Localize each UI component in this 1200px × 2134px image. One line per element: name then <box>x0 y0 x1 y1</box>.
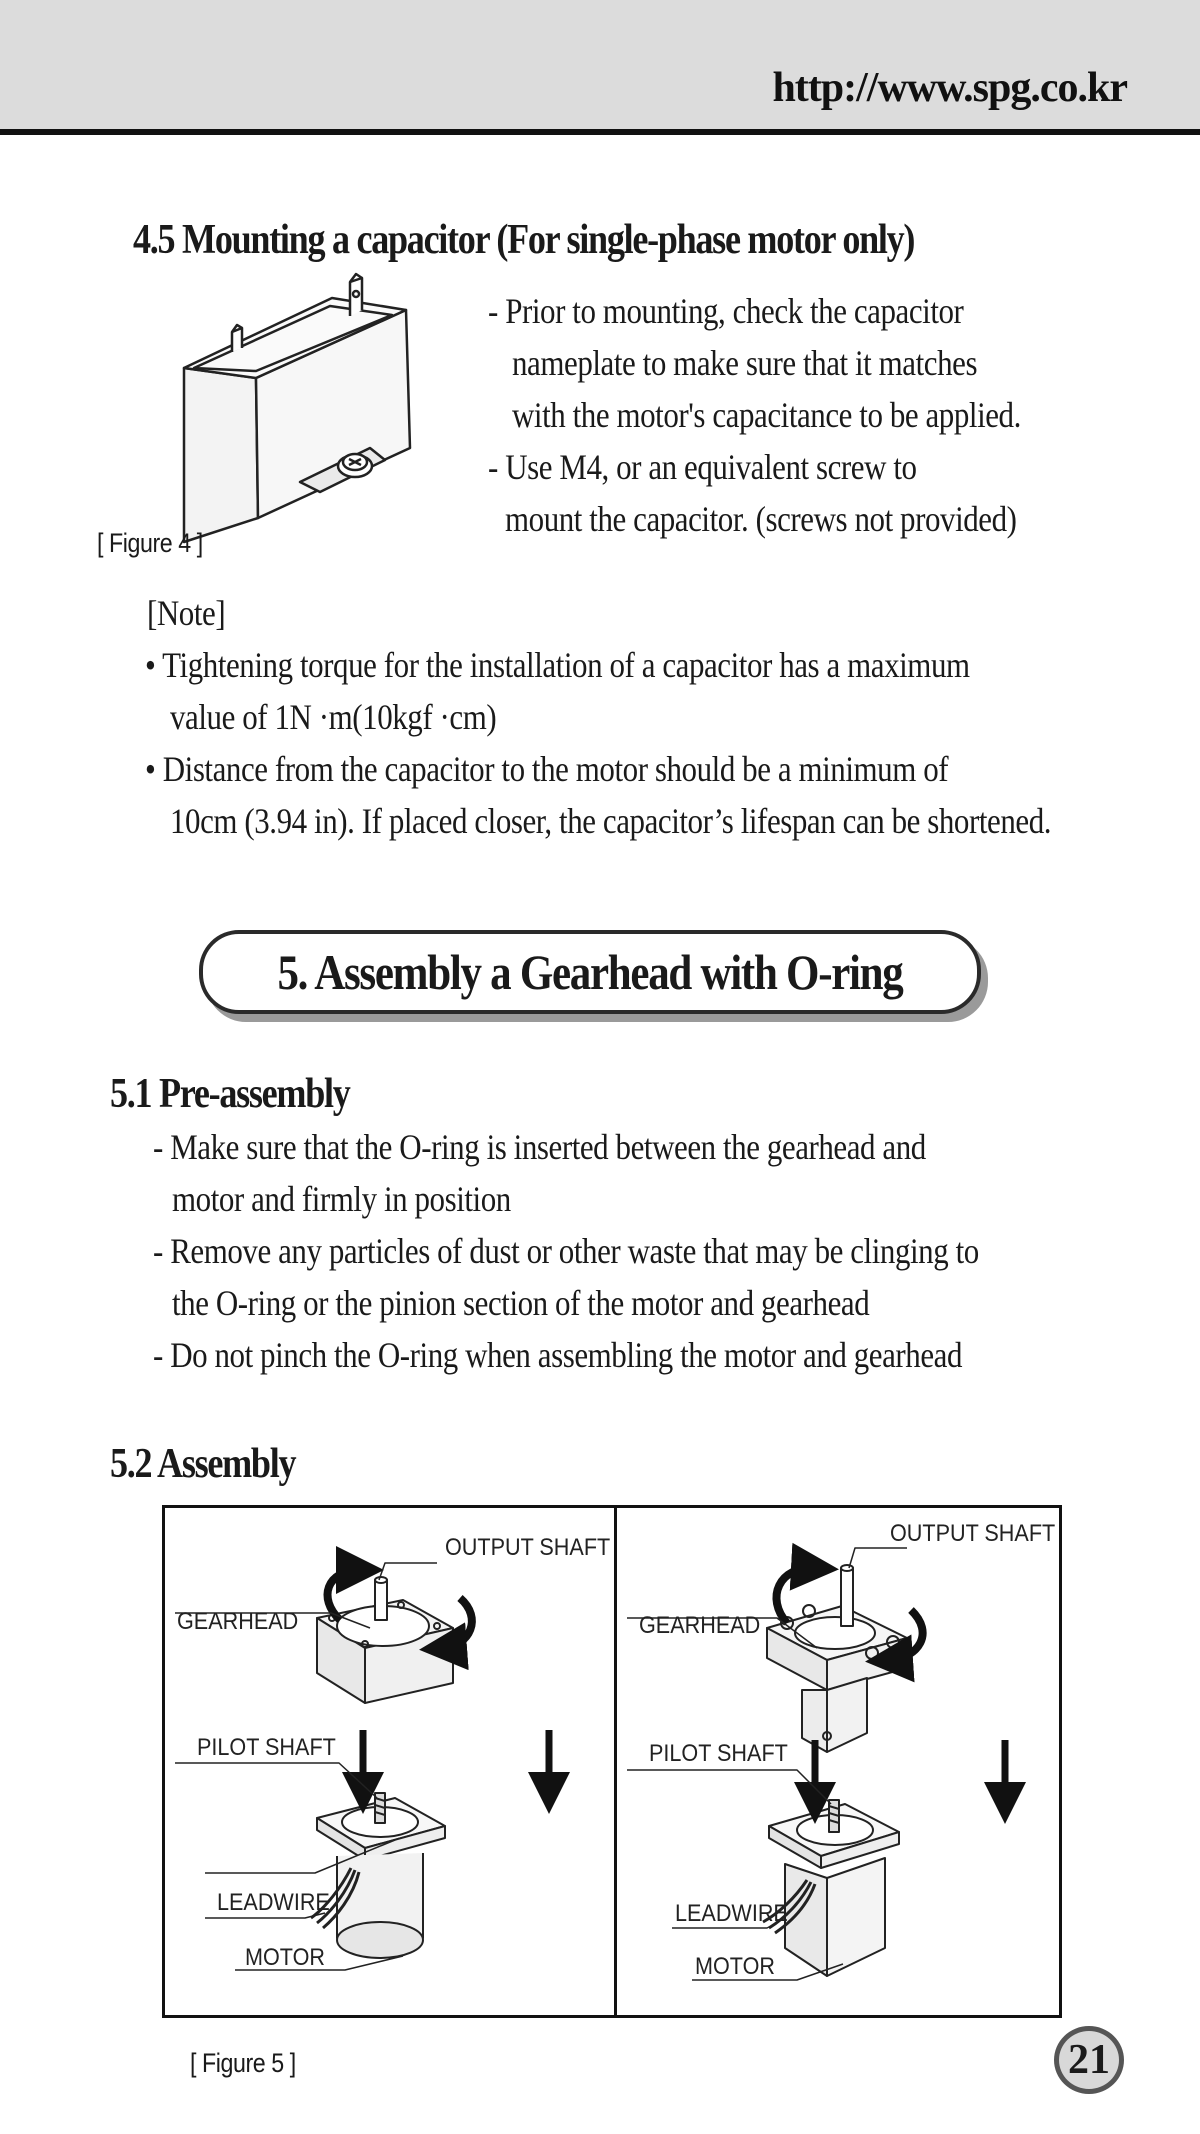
capacitor-instruction-line: - Use M4, or an equivalent screw to <box>488 447 917 487</box>
label-leadwire: LEADWIRE <box>675 1900 788 1927</box>
left-assembly-illustration <box>165 1508 614 2018</box>
section-5-2-title: 5.2 Assembly <box>110 1441 296 1487</box>
figure-5-caption: [ Figure 5 ] <box>190 2048 296 2078</box>
section-5-banner <box>199 930 981 1014</box>
label-pilot-shaft: PILOT SHAFT <box>197 1734 336 1761</box>
label-pilot-shaft: PILOT SHAFT <box>649 1740 788 1767</box>
label-motor: MOTOR <box>695 1953 776 1980</box>
preassembly-line: - Make sure that the O-ring is inserted between the gearhead and <box>153 1127 926 1167</box>
figure-4-caption: [ Figure 4 ] <box>97 528 203 558</box>
preassembly-line: - Do not pinch the O-ring when assembling the motor and gearhead <box>153 1335 963 1375</box>
note-line: 10cm (3.94 in). If placed closer, the capacitor’s lifespan can be shortened. <box>170 801 1052 841</box>
note-line: value of 1N ·m(10kgf ·cm) <box>170 697 497 737</box>
label-gearhead: GEARHEAD <box>177 1608 299 1635</box>
section-4-5-title: 4.5 Mounting a capacitor (For single-phase motor only) <box>133 217 915 263</box>
capacitor-instruction-line: with the motor's capacitance to be applied. <box>512 395 1021 435</box>
section-5-1-title: 5.1 Pre-assembly <box>110 1071 350 1117</box>
capacitor-instruction-line: - Prior to mounting, check the capacitor <box>488 291 964 331</box>
preassembly-line: motor and firmly in position <box>172 1179 511 1219</box>
page-number: 21 <box>1054 2026 1124 2094</box>
note-line: • Distance from the capacitor to the motor should be a minimum of <box>145 749 949 789</box>
figure-5-diagram <box>162 1505 1062 2018</box>
note-label: [Note] <box>147 593 226 633</box>
preassembly-line: the O-ring or the pinion section of the motor and gearhead <box>172 1283 870 1323</box>
label-leadwire: LEADWIRE <box>217 1889 330 1916</box>
preassembly-line: - Remove any particles of dust or other waste that may be clinging to <box>153 1231 979 1271</box>
label-gearhead: GEARHEAD <box>639 1612 761 1639</box>
section-5-title: 5. Assembly a Gearhead with O-ring <box>277 944 903 1000</box>
label-motor: MOTOR <box>245 1944 326 1971</box>
capacitor-instruction-line: mount the capacitor. (screws not provided) <box>505 499 1017 539</box>
label-output-shaft: OUTPUT SHAFT <box>445 1534 611 1561</box>
capacitor-illustration <box>180 270 420 560</box>
label-output-shaft: OUTPUT SHAFT <box>890 1520 1056 1547</box>
note-line: • Tightening torque for the installation of a capacitor has a maximum <box>145 645 970 685</box>
capacitor-instruction-line: nameplate to make sure that it matches <box>512 343 978 383</box>
site-url[interactable]: http://www.spg.co.kr <box>772 65 1127 111</box>
